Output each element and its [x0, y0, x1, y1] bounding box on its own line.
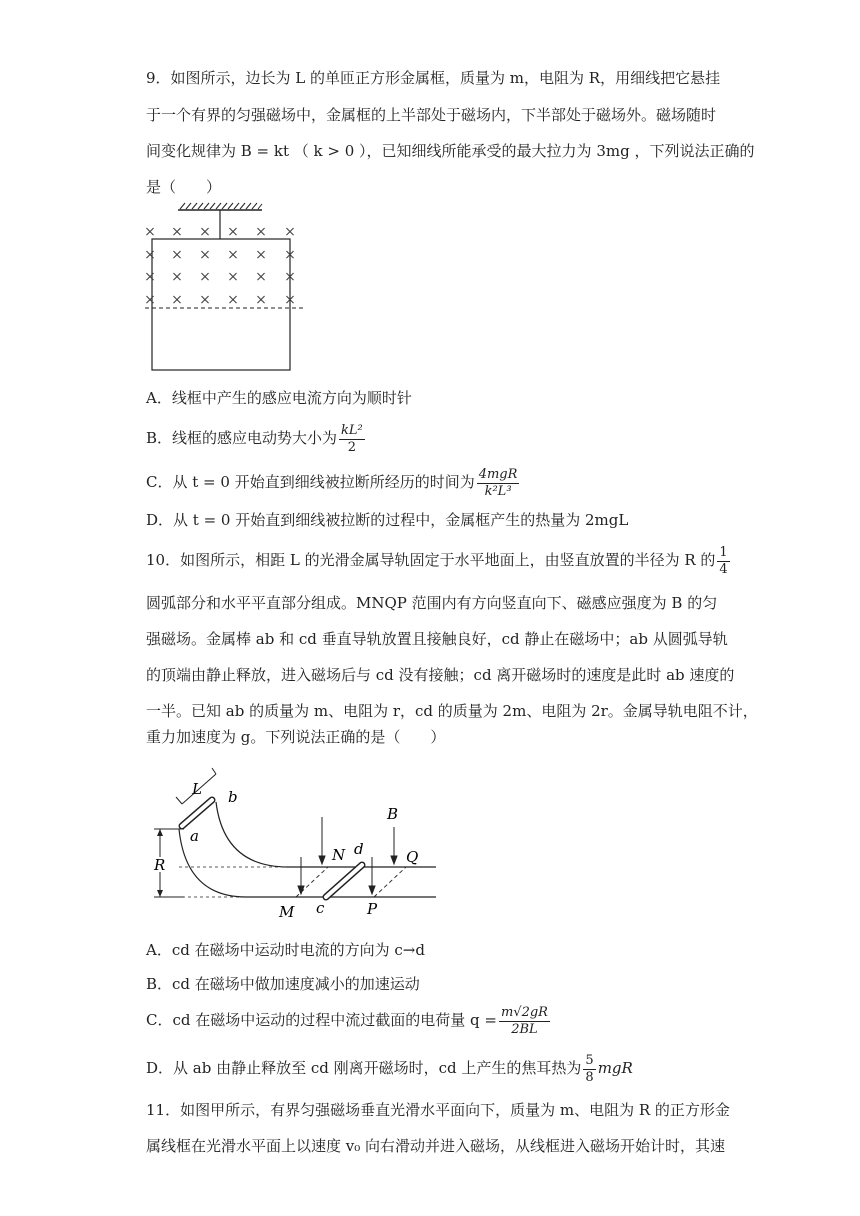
q10-option-d-denominator: 8	[585, 1069, 594, 1085]
q10-option-a: A．cd 在磁场中运动时电流的方向为 c→d	[146, 941, 425, 959]
field-cross-mark: ×	[227, 247, 239, 263]
q10-line-1	[146, 540, 732, 580]
field-cross-mark: ×	[171, 224, 183, 240]
field-cross-mark: ×	[199, 224, 211, 240]
field-cross-mark: ×	[199, 269, 211, 285]
q9-option-b-fraction	[339, 423, 365, 456]
label-p: P	[367, 900, 378, 918]
q10-figure	[146, 762, 446, 922]
q9-option-b-denominator: 2	[347, 439, 357, 455]
field-cross-mark: ×	[144, 269, 156, 285]
field-cross-mark: ×	[227, 292, 239, 308]
q10-line-1-text: 10．如图所示，相距 L 的光滑金属导轨固定于水平地面上，由竖直放置的半径为 R 的	[146, 551, 716, 569]
label-n: N	[332, 846, 346, 864]
q9-option-a: A．线框中产生的感应电流方向为顺时针	[146, 389, 412, 407]
label-a: a	[190, 827, 199, 845]
field-cross-mark: ×	[199, 247, 211, 263]
q9-option-c-text: C．从 t = 0 开始直到细线被拉断所经历的时间为	[146, 473, 475, 491]
q10-option-c-fraction	[499, 1005, 550, 1038]
field-cross-mark: ×	[171, 292, 183, 308]
q10-option-c-denominator: 2BL	[511, 1021, 538, 1037]
q10-option-d-numerator: 5	[585, 1052, 594, 1068]
field-cross-mark: ×	[144, 247, 156, 263]
field-cross-mark: ×	[227, 224, 239, 240]
q10-line-5: 一半。已知 ab 的质量为 m、电阻为 r，cd 的质量为 2m、电阻为 2r。金属导轨电阻不计，	[146, 702, 758, 720]
q10-quarter-fraction	[717, 545, 729, 578]
q10-option-d-fraction	[583, 1053, 595, 1086]
field-cross-mark: ×	[171, 269, 183, 285]
label-d: d	[354, 840, 364, 858]
q10-option-b: B．cd 在磁场中做加速度减小的加速运动	[146, 975, 420, 993]
q9-figure	[140, 198, 310, 378]
field-cross-mark: ×	[255, 292, 267, 308]
q10-option-d	[146, 1048, 633, 1088]
field-cross-mark: ×	[284, 247, 296, 263]
q9-option-c	[146, 462, 521, 502]
label-b-field: B	[387, 805, 399, 823]
q9-line-1: 9．如图所示，边长为 L 的单匝正方形金属框，质量为 m，电阻为 R，用细线把它悬挂	[146, 69, 721, 87]
q9-option-b	[146, 418, 367, 458]
field-cross-mark: ×	[284, 224, 296, 240]
field-cross-mark: ×	[284, 292, 296, 308]
field-cross-mark: ×	[171, 247, 183, 263]
q9-option-c-fraction	[477, 467, 520, 500]
q9-line-4: 是（ ）	[146, 178, 222, 196]
field-cross-mark: ×	[144, 292, 156, 308]
q10-quarter-denominator: 4	[719, 561, 728, 577]
q10-line-3: 强磁场。金属棒 ab 和 cd 垂直导轨放置且接触良好，cd 静止在磁场中；ab 从圆弧导轨	[146, 630, 728, 648]
q10-line-6: 重力加速度为 g。下列说法正确的是（ ）	[146, 728, 446, 746]
q10-quarter-numerator: 1	[719, 544, 728, 560]
q10-option-c-numerator: m√2gR	[500, 1004, 548, 1020]
q10-option-c	[146, 1000, 552, 1040]
q10-line-4: 的顶端由静止释放，进入磁场后与 cd 没有接触；cd 离开磁场时的速度是此时 ab 速度的	[146, 666, 735, 684]
q9-option-b-numerator: kL²	[341, 422, 363, 438]
field-cross-mark: ×	[255, 224, 267, 240]
q10-option-d-tail: mgR	[597, 1059, 633, 1077]
label-r: R	[154, 856, 166, 874]
q10-line-2: 圆弧部分和水平平直部分组成。MNQP 范围内有方向竖直向下、磁感应强度为 B 的匀	[146, 594, 718, 612]
label-l: L	[192, 780, 202, 798]
field-cross-mark: ×	[284, 269, 296, 285]
label-b: b	[228, 788, 238, 806]
q11-line-2: 属线框在光滑水平面上以速度 v₀ 向右滑动并进入磁场，从线框进入磁场开始计时，其速	[146, 1137, 726, 1155]
q9-line-3: 间变化规律为 B = kt （ k > 0 ），已知细线所能承受的最大拉力为 3mg ，下列说法正确的	[146, 142, 755, 160]
field-cross-mark: ×	[255, 247, 267, 263]
label-m: M	[279, 903, 295, 921]
label-c: c	[316, 899, 325, 917]
q10-option-c-text: C．cd 在磁场中运动的过程中流过截面的电荷量 q =	[146, 1011, 497, 1029]
q10-option-d-text: D．从 ab 由静止释放至 cd 刚离开磁场时，cd 上产生的焦耳热为	[146, 1059, 582, 1077]
q11-line-1: 11．如图甲所示，有界匀强磁场垂直光滑水平面向下，质量为 m、电阻为 R 的正方形金	[146, 1101, 730, 1119]
label-q: Q	[406, 848, 419, 866]
q9-option-d: D．从 t = 0 开始直到细线被拉断的过程中，金属框产生的热量为 2mgL	[146, 511, 629, 529]
field-cross-mark: ×	[199, 292, 211, 308]
q9-option-b-text: B．线框的感应电动势大小为	[146, 429, 338, 447]
q9-line-2: 于一个有界的匀强磁场中，金属框的上半部处于磁场内，下半部处于磁场外。磁场随时	[146, 106, 717, 124]
q9-option-c-numerator: 4mgR	[478, 466, 518, 482]
q9-option-c-denominator: k²L³	[484, 483, 512, 499]
field-cross-mark: ×	[255, 269, 267, 285]
field-cross-mark: ×	[227, 269, 239, 285]
field-cross-mark: ×	[144, 224, 156, 240]
